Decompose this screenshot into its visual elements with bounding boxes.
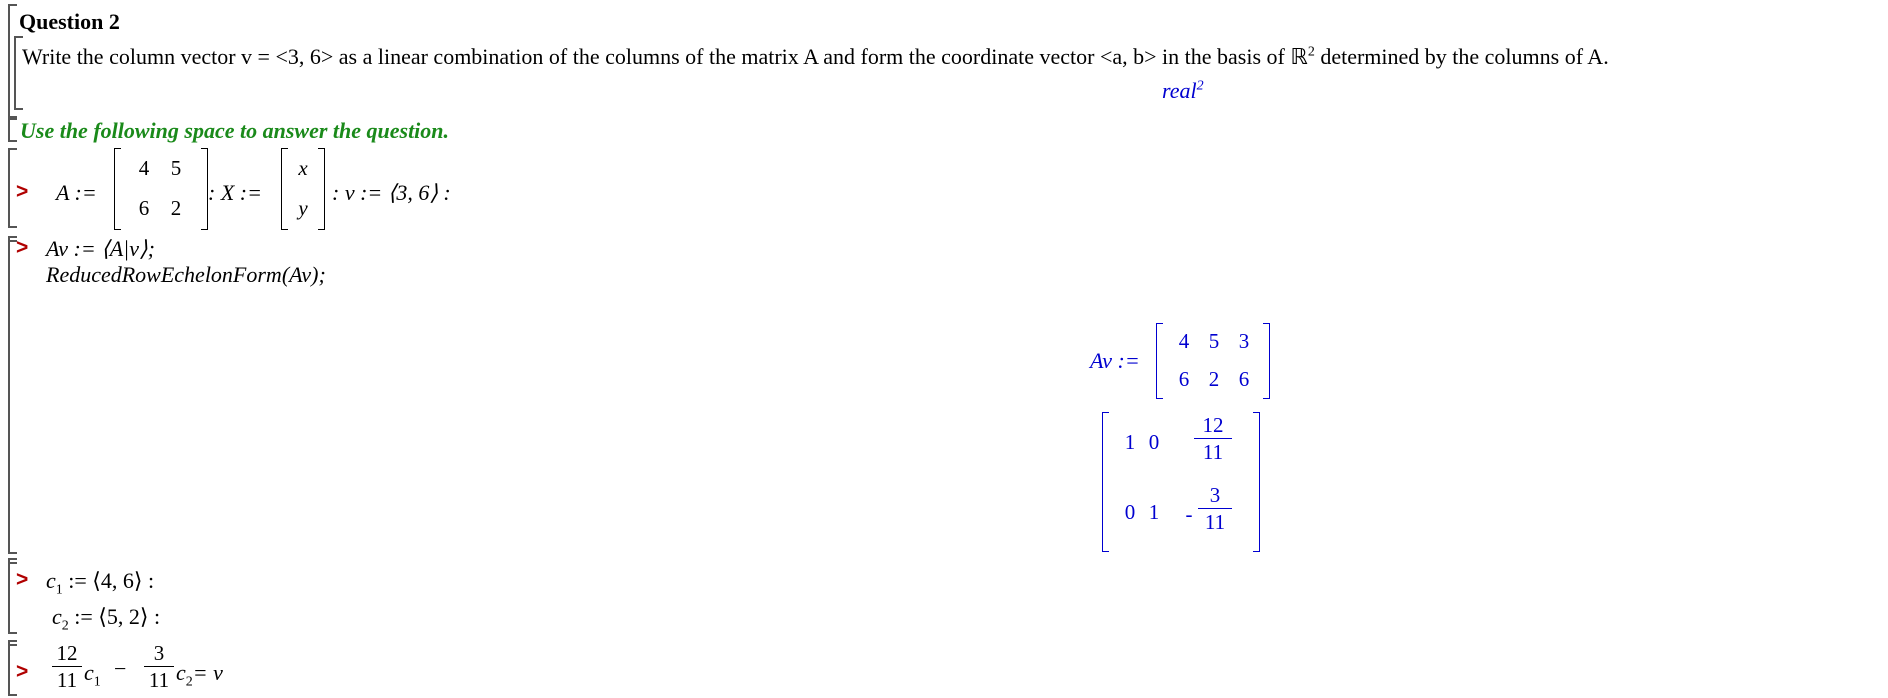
input2-line2[interactable]: ReducedRowEchelonForm(Av);: [46, 262, 326, 287]
question-text-before: Write the column vector v = <3, 6> as a linear combination of the columns of the matrix A and form the coordinate vector <a, b> in the basis of: [22, 44, 1291, 69]
prompt-2: >: [16, 236, 29, 259]
frac-denominator: 11: [148, 668, 170, 692]
rref-minus-sign: -: [1185, 502, 1193, 526]
prompt-1: >: [16, 180, 29, 203]
input2-line1[interactable]: Av := ⟨A|v⟩;: [46, 236, 155, 261]
matrix-a[interactable]: [114, 148, 208, 230]
c1-sub: 1: [55, 582, 63, 598]
c1-name: c: [46, 568, 56, 593]
rref-cell: 1: [1124, 430, 1136, 454]
input4-bracket: [8, 640, 10, 696]
input4-frac-12-11[interactable]: [52, 640, 82, 693]
matrix-a-left-bracket: [114, 148, 121, 230]
v-assign[interactable]: : v := ⟨3, 6⟩ :: [332, 180, 451, 205]
rref-cell: 1: [1148, 500, 1160, 524]
output-real-exp: 2: [1196, 78, 1204, 94]
input4-term1[interactable]: [84, 660, 101, 690]
av-matrix-right-bracket: [1263, 323, 1270, 399]
rref-frac-12-11: [1194, 412, 1232, 465]
matrix-a-cell: 4: [138, 156, 150, 180]
c1-value: := ⟨4, 6⟩ :: [68, 568, 155, 593]
frac-denominator: 11: [1204, 510, 1226, 534]
term2-sub: 2: [185, 674, 193, 690]
vector-x-cell: y: [298, 196, 308, 220]
instruction-bracket: [8, 116, 10, 142]
rref-matrix-left-bracket: [1102, 412, 1109, 552]
question-text-after: determined by the columns of A.: [1314, 44, 1609, 69]
c1-line[interactable]: [46, 568, 154, 598]
prompt-4: >: [16, 660, 29, 683]
output-real: [1162, 78, 1204, 104]
question-text: [22, 44, 1609, 70]
rref-matrix: [1102, 412, 1260, 552]
matrix-a-cell: 2: [170, 196, 182, 220]
rref-matrix-right-bracket: [1253, 412, 1260, 552]
r-exponent: 2: [1307, 44, 1315, 60]
av-label: Av :=: [1090, 348, 1140, 373]
input3-bracket: [8, 558, 10, 634]
input2-bracket: [8, 236, 10, 554]
matrix-a-cell: 5: [170, 156, 182, 180]
question-title: Question 2: [19, 9, 120, 34]
rref-cell: 0: [1148, 430, 1160, 454]
c2-value: := ⟨5, 2⟩ :: [74, 604, 161, 629]
c2-line[interactable]: [52, 604, 160, 634]
av-matrix-left-bracket: [1156, 323, 1163, 399]
term2-name: c: [176, 660, 186, 685]
vector-x-right-bracket: [318, 148, 325, 230]
instruction-text: Use the following space to answer the question.: [20, 118, 450, 143]
frac-denominator: 11: [1202, 440, 1224, 464]
input4-minus: −: [114, 656, 127, 681]
matrix-a-cell: 6: [138, 196, 150, 220]
term1-name: c: [84, 660, 94, 685]
av-matrix-cell: 6: [1178, 367, 1190, 391]
input4-frac-3-11[interactable]: [144, 640, 174, 693]
av-matrix-cell: 5: [1208, 329, 1220, 353]
av-matrix: [1156, 323, 1270, 399]
av-matrix-cell: 6: [1238, 367, 1250, 391]
vector-x[interactable]: [281, 148, 325, 230]
c2-sub: 2: [61, 618, 69, 634]
vector-x-cell: x: [298, 156, 308, 180]
rref-frac-3-11: [1198, 482, 1232, 535]
av-matrix-cell: 3: [1238, 329, 1250, 353]
text-bracket: [14, 36, 16, 110]
vector-x-left-bracket: [281, 148, 288, 230]
rref-cell: 0: [1124, 500, 1136, 524]
r-symbol: ℝ: [1290, 44, 1308, 69]
x-assign[interactable]: : X :=: [208, 180, 262, 205]
input1-bracket: [8, 148, 10, 228]
a-assign[interactable]: A :=: [56, 180, 97, 205]
av-matrix-cell: 2: [1208, 367, 1220, 391]
prompt-3: >: [16, 568, 29, 591]
term2-equals: = v: [192, 660, 223, 685]
matrix-a-right-bracket: [201, 148, 208, 230]
frac-numerator: 12: [1194, 412, 1232, 439]
section-bracket-question: [8, 4, 10, 120]
input4-term2[interactable]: [176, 660, 223, 690]
c2-name: c: [52, 604, 62, 629]
av-matrix-cell: 4: [1178, 329, 1190, 353]
frac-denominator: 11: [56, 668, 78, 692]
frac-numerator: 3: [1198, 482, 1232, 509]
term1-sub: 1: [93, 674, 101, 690]
frac-numerator: 12: [52, 640, 82, 667]
frac-numerator: 3: [144, 640, 174, 667]
output-real-text: real: [1162, 78, 1197, 103]
